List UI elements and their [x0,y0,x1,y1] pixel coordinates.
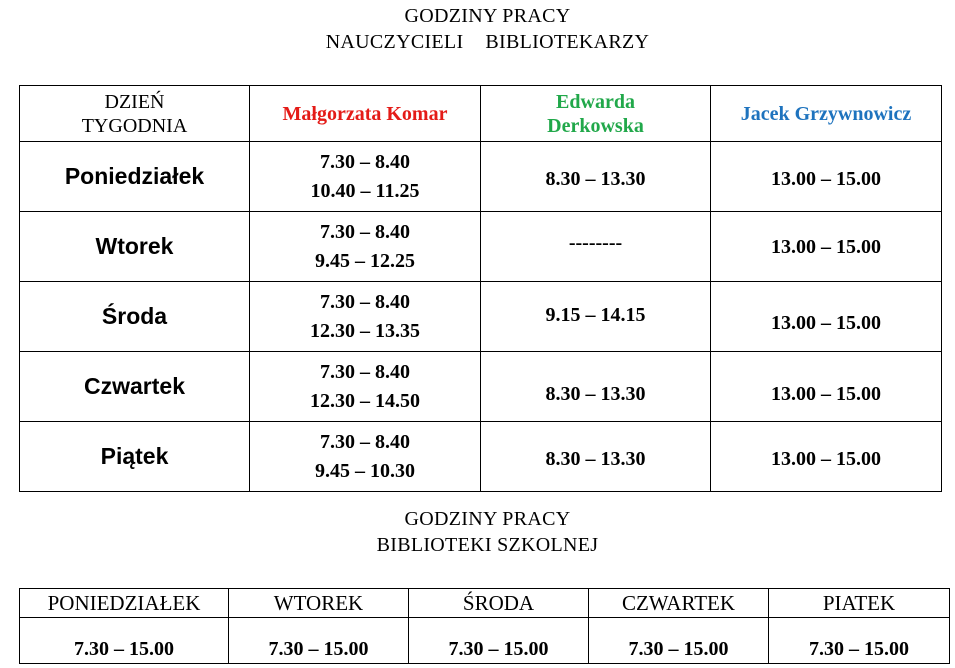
library-schedule-table [19,588,950,664]
title-line-2a: NAUCZYCIELI [325,31,464,53]
hours-line: 12.30 – 14.50 [310,389,420,412]
title-line-2 [0,29,955,55]
table-row [20,282,942,352]
hours-line: 7.30 – 8.40 [320,150,410,173]
header-day-column [20,86,250,142]
library-day-cell: PIATEK [769,589,950,618]
library-hours-cell: 7.30 – 15.00 [20,618,229,664]
hours-line: 8.30 – 13.30 [545,168,646,190]
teacher-1-hours [250,212,481,282]
library-days-row [20,589,950,618]
title-line-1: GODZINY PRACY [404,5,571,27]
library-day-cell: PONIEDZIAŁEK [20,589,229,618]
teacher-2-hours [481,212,711,282]
table-header-row [20,86,942,142]
teacher-3-hours [711,282,942,352]
header-day-line2: TYGODNIA [81,114,188,137]
library-hours-row [20,618,950,664]
day-cell: Wtorek [20,212,250,282]
header-teacher-1: Małgorzata Komar [250,86,481,142]
table-row [20,352,942,422]
hours-line: 13.00 – 15.00 [771,383,881,405]
header-teacher-2-line1: Edwarda [556,90,635,113]
table-row [20,422,942,492]
library-day-cell: ŚRODA [409,589,589,618]
teacher-3-hours [711,212,942,282]
teacher-1-hours [250,422,481,492]
teacher-3-hours [711,352,942,422]
hours-line: 8.30 – 13.30 [545,448,646,470]
hours-line: -------- [568,232,623,254]
library-hours-cell: 7.30 – 15.00 [229,618,409,664]
hours-line: 13.00 – 15.00 [771,312,881,334]
title-line-2: BIBLIOTEKI SZKOLNEJ [376,534,599,556]
teachers-schedule-table [19,85,942,492]
library-hours-cell: 7.30 – 15.00 [589,618,769,664]
teacher-3-hours [711,142,942,212]
teacher-2-hours [481,352,711,422]
hours-line: 10.40 – 11.25 [310,179,420,202]
teacher-2-hours [481,142,711,212]
day-cell: Piątek [20,422,250,492]
teachers-hours-title [0,3,955,55]
library-hours-title [0,506,955,558]
title-line-1: GODZINY PRACY [404,508,571,530]
day-cell: Czwartek [20,352,250,422]
hours-line: 7.30 – 8.40 [320,290,410,313]
hours-line: 7.30 – 8.40 [320,220,410,243]
hours-line: 8.30 – 13.30 [545,383,646,405]
teacher-2-hours [481,282,711,352]
hours-line: 13.00 – 15.00 [771,236,881,258]
day-cell: Środa [20,282,250,352]
library-day-cell: CZWARTEK [589,589,769,618]
day-cell: Poniedziałek [20,142,250,212]
library-hours-cell: 7.30 – 15.00 [409,618,589,664]
teacher-3-hours [711,422,942,492]
table-row [20,142,942,212]
title-line-2b: BIBLIOTEKARZY [485,31,650,53]
hours-line: 9.15 – 14.15 [545,304,646,326]
header-day-line1: DZIEŃ [104,90,165,113]
hours-line: 9.45 – 12.25 [315,249,415,272]
header-teacher-2 [481,86,711,142]
teacher-1-hours [250,352,481,422]
hours-line: 7.30 – 8.40 [320,430,410,453]
library-day-cell: WTOREK [229,589,409,618]
teacher-2-hours [481,422,711,492]
table-row [20,212,942,282]
hours-line: 12.30 – 13.35 [310,319,420,342]
hours-line: 13.00 – 15.00 [771,448,881,470]
header-teacher-2-line2: Derkowska [547,114,644,137]
hours-line: 7.30 – 8.40 [320,360,410,383]
teacher-1-hours [250,142,481,212]
teacher-1-hours [250,282,481,352]
hours-line: 9.45 – 10.30 [315,459,415,482]
header-teacher-3: Jacek Grzywnowicz [711,86,942,142]
hours-line: 13.00 – 15.00 [771,168,881,190]
library-hours-cell: 7.30 – 15.00 [769,618,950,664]
